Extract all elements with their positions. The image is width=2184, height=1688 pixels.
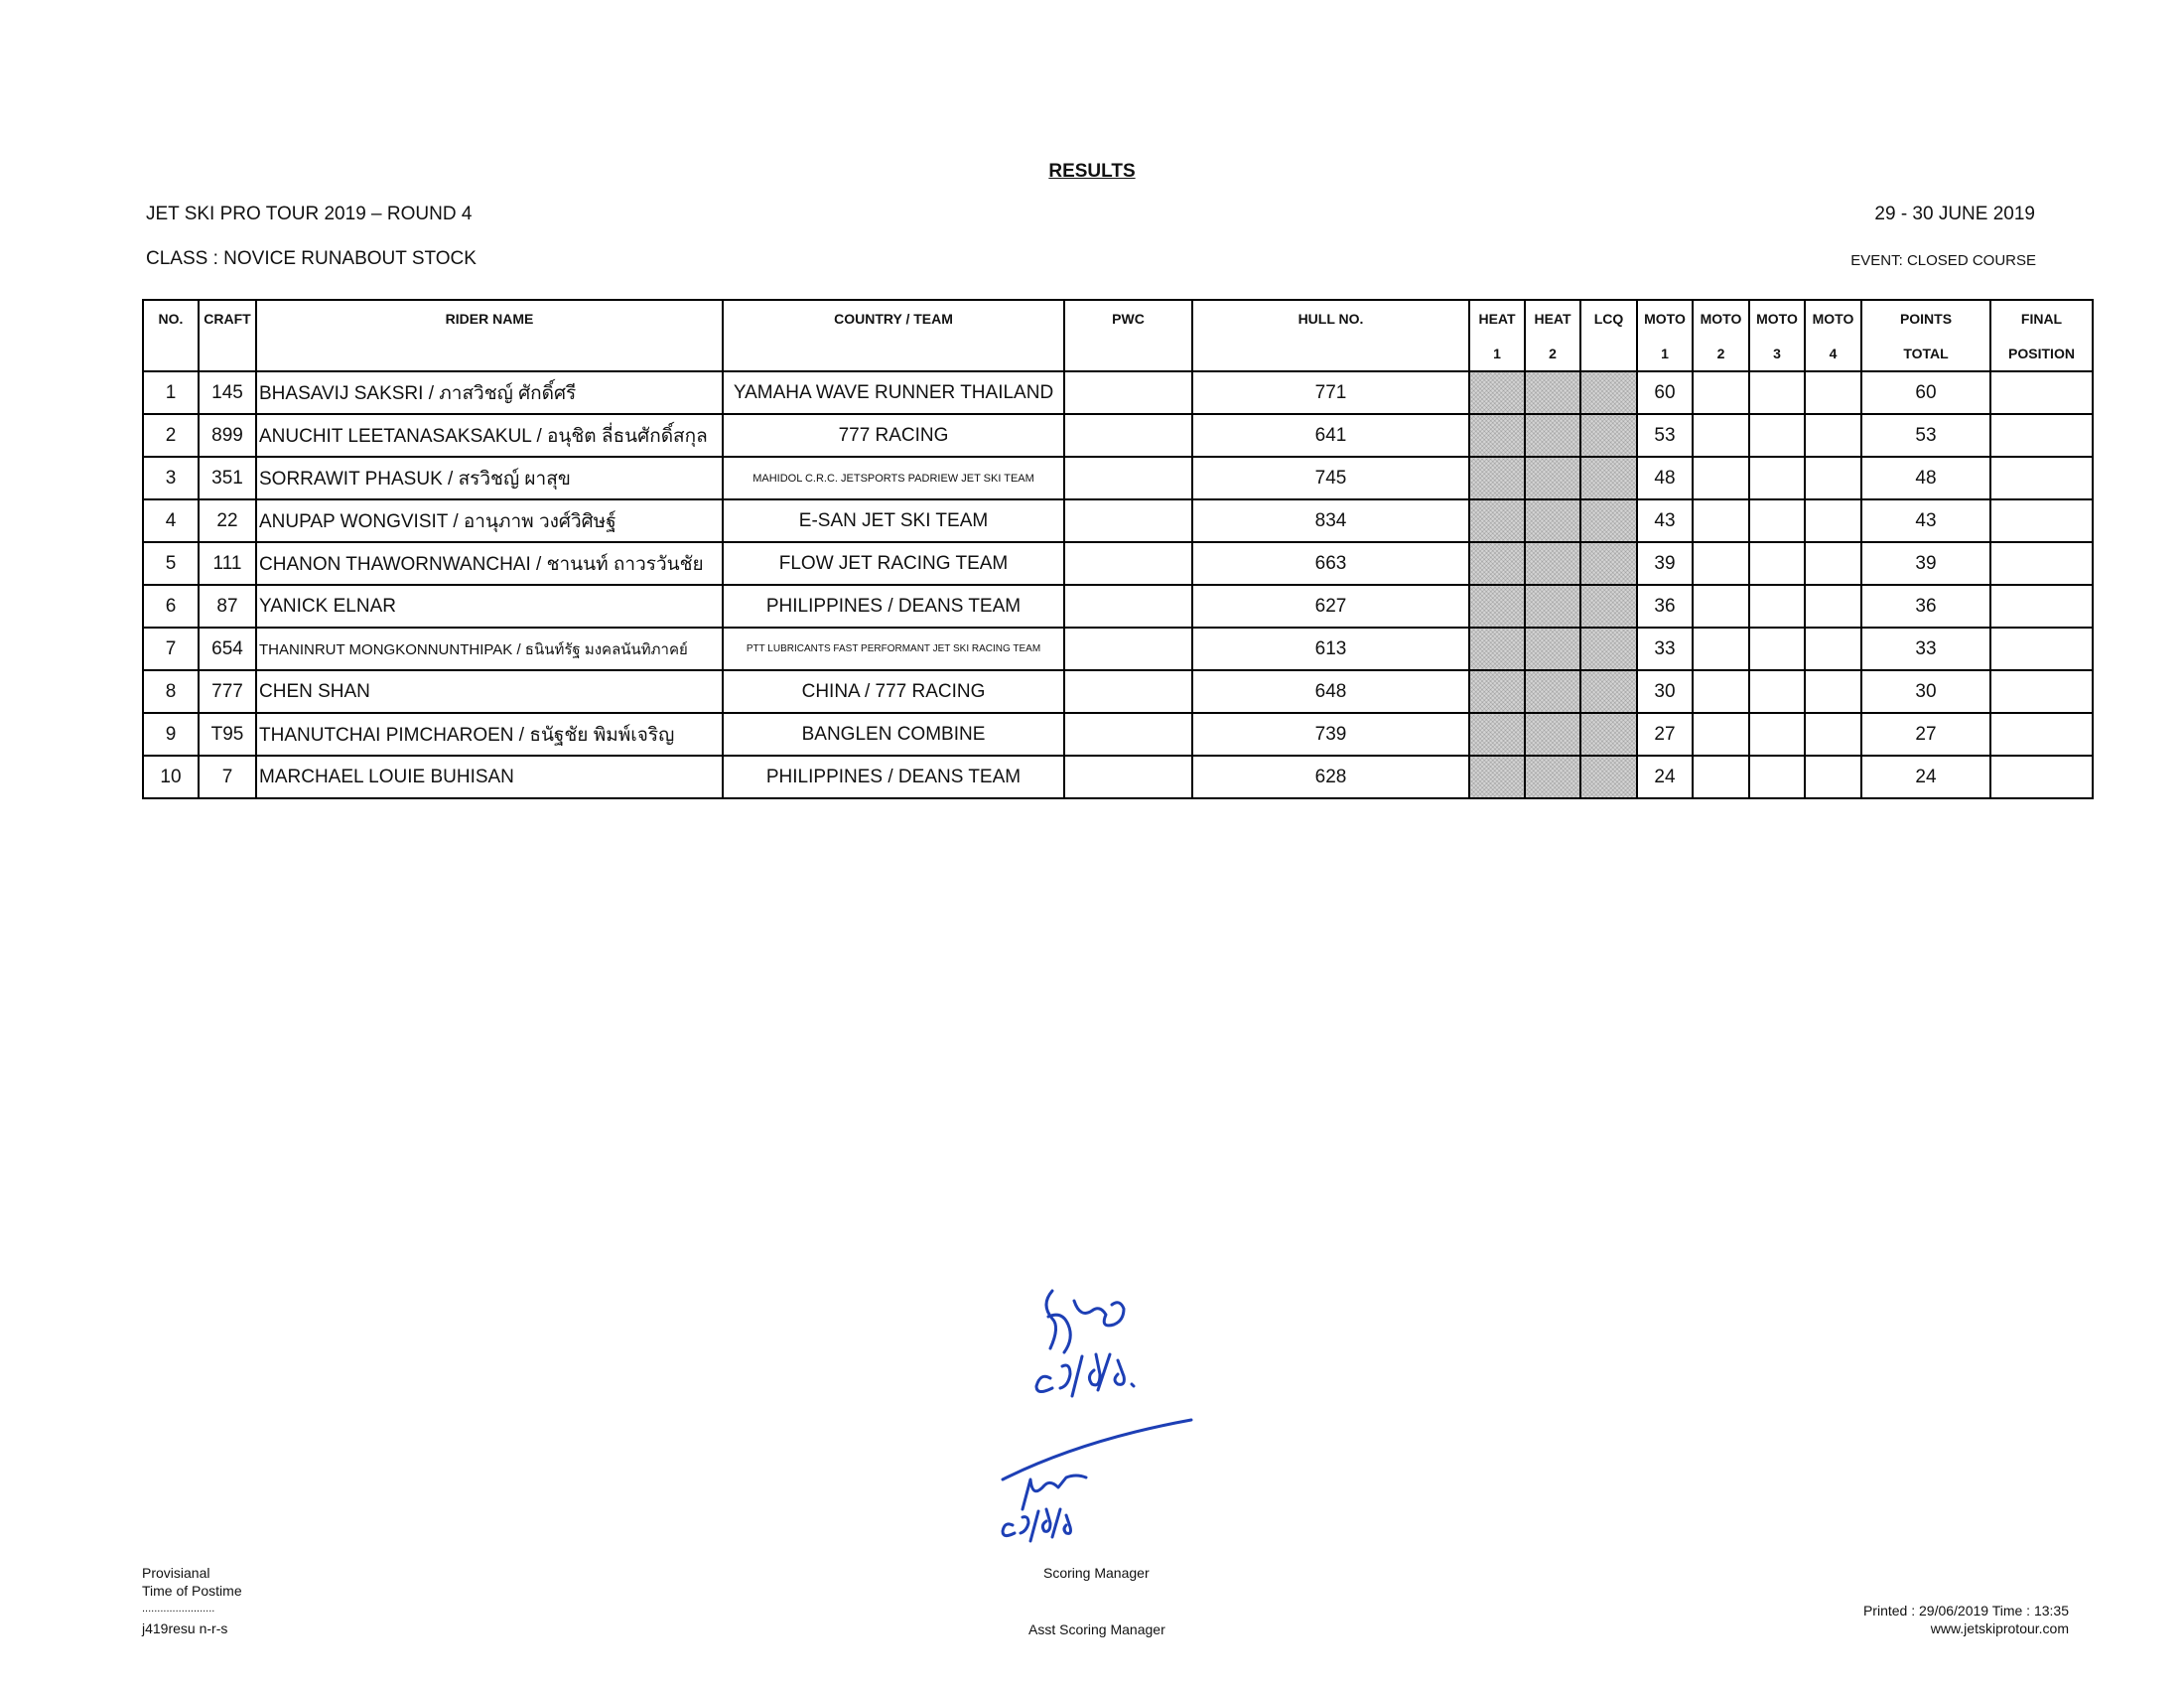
cell-rider: CHANON THAWORNWANCHAI / ชานนท์ ถาวรวันชัย xyxy=(256,542,723,585)
cell-no: 1 xyxy=(143,371,199,414)
cell-heat1 xyxy=(1469,585,1525,628)
cell-moto2 xyxy=(1693,713,1749,756)
col-rider-header: RIDER NAME xyxy=(256,300,723,336)
cell-total: 30 xyxy=(1861,670,1990,713)
cell-final xyxy=(1990,499,2093,542)
cell-total: 60 xyxy=(1861,371,1990,414)
cell-moto2 xyxy=(1693,628,1749,670)
event-name: JET SKI PRO TOUR 2019 – ROUND 4 xyxy=(146,204,473,224)
cell-moto2 xyxy=(1693,542,1749,585)
file-code: j419resu n-r-s xyxy=(142,1620,228,1636)
cell-team: CHINA / 777 RACING xyxy=(723,670,1064,713)
cell-team: E-SAN JET SKI TEAM xyxy=(723,499,1064,542)
col-hull-header: HULL NO. xyxy=(1192,300,1469,336)
moto1-number: 1 xyxy=(1637,336,1693,371)
cell-heat2 xyxy=(1525,585,1580,628)
footer-left xyxy=(142,1564,242,1637)
cell-moto2 xyxy=(1693,670,1749,713)
cell-pwc xyxy=(1064,756,1192,798)
cell-moto4 xyxy=(1805,457,1861,499)
cell-moto3 xyxy=(1749,670,1805,713)
cell-craft: 654 xyxy=(199,628,256,670)
cell-moto1: 33 xyxy=(1637,628,1693,670)
cell-lcq xyxy=(1580,414,1637,457)
cell-moto1: 60 xyxy=(1637,371,1693,414)
col-team-header: COUNTRY / TEAM xyxy=(723,300,1064,336)
cell-hull: 663 xyxy=(1192,542,1469,585)
cell-hull: 627 xyxy=(1192,585,1469,628)
cell-heat2 xyxy=(1525,670,1580,713)
cell-lcq xyxy=(1580,585,1637,628)
cell-final xyxy=(1990,628,2093,670)
col-heat2-header: HEAT xyxy=(1525,300,1580,336)
cell-lcq xyxy=(1580,628,1637,670)
cell-moto1: 30 xyxy=(1637,670,1693,713)
cell-moto4 xyxy=(1805,499,1861,542)
cell-rider: THANUTCHAI PIMCHAROEN / ธนัฐชัย พิมพ์เจริญ xyxy=(256,713,723,756)
cell-team: YAMAHA WAVE RUNNER THAILAND xyxy=(723,371,1064,414)
cell-final xyxy=(1990,585,2093,628)
cell-no: 6 xyxy=(143,585,199,628)
cell-heat1 xyxy=(1469,670,1525,713)
cell-lcq xyxy=(1580,499,1637,542)
col-moto1-header: MOTO xyxy=(1637,300,1693,336)
cell-pwc xyxy=(1064,542,1192,585)
table-row xyxy=(143,414,2093,457)
cell-total: 48 xyxy=(1861,457,1990,499)
cell-pwc xyxy=(1064,371,1192,414)
cell-heat2 xyxy=(1525,371,1580,414)
table-row xyxy=(143,457,2093,499)
cell-moto4 xyxy=(1805,585,1861,628)
cell-final xyxy=(1990,371,2093,414)
cell-final xyxy=(1990,756,2093,798)
cell-lcq xyxy=(1580,756,1637,798)
cell-moto3 xyxy=(1749,371,1805,414)
cell-moto1: 53 xyxy=(1637,414,1693,457)
cell-no: 7 xyxy=(143,628,199,670)
cell-total: 39 xyxy=(1861,542,1990,585)
cell-craft: 899 xyxy=(199,414,256,457)
cell-craft: T95 xyxy=(199,713,256,756)
cell-moto4 xyxy=(1805,713,1861,756)
cell-moto4 xyxy=(1805,628,1861,670)
moto2-number: 2 xyxy=(1693,336,1749,371)
table-row xyxy=(143,756,2093,798)
cell-heat1 xyxy=(1469,499,1525,542)
cell-lcq xyxy=(1580,713,1637,756)
table-row xyxy=(143,585,2093,628)
col-craft-header: CRAFT xyxy=(199,300,256,336)
cell-pwc xyxy=(1064,585,1192,628)
cell-total: 24 xyxy=(1861,756,1990,798)
signature-2-name xyxy=(1023,1476,1086,1509)
cell-moto3 xyxy=(1749,756,1805,798)
moto4-number: 4 xyxy=(1805,336,1861,371)
provisional-label: Provisianal xyxy=(142,1565,210,1581)
postime-dots: ........................ xyxy=(142,1603,215,1615)
results-table xyxy=(142,299,2094,799)
cell-moto2 xyxy=(1693,457,1749,499)
cell-heat2 xyxy=(1525,499,1580,542)
cell-craft: 777 xyxy=(199,670,256,713)
heat1-number: 1 xyxy=(1469,336,1525,371)
cell-no: 10 xyxy=(143,756,199,798)
cell-hull: 648 xyxy=(1192,670,1469,713)
cell-hull: 613 xyxy=(1192,628,1469,670)
cell-moto4 xyxy=(1805,371,1861,414)
cell-rider: SORRAWIT PHASUK / สรวิชญ์ ผาสุข xyxy=(256,457,723,499)
cell-moto1: 27 xyxy=(1637,713,1693,756)
cell-no: 3 xyxy=(143,457,199,499)
cell-no: 4 xyxy=(143,499,199,542)
points-total-header: TOTAL xyxy=(1861,336,1990,371)
cell-heat1 xyxy=(1469,756,1525,798)
cell-pwc xyxy=(1064,414,1192,457)
cell-hull: 641 xyxy=(1192,414,1469,457)
cell-rider: ANUPAP WONGVISIT / อานุภาพ วงศ์วิศิษฐ์ xyxy=(256,499,723,542)
cell-heat1 xyxy=(1469,542,1525,585)
cell-heat1 xyxy=(1469,371,1525,414)
cell-team: FLOW JET RACING TEAM xyxy=(723,542,1064,585)
signature-1-name xyxy=(1046,1291,1124,1352)
cell-hull: 739 xyxy=(1192,713,1469,756)
cell-moto3 xyxy=(1749,628,1805,670)
cell-heat1 xyxy=(1469,628,1525,670)
cell-team: BANGLEN COMBINE xyxy=(723,713,1064,756)
header-row-1 xyxy=(143,300,2093,336)
cell-total: 36 xyxy=(1861,585,1990,628)
cell-heat1 xyxy=(1469,414,1525,457)
moto3-number: 3 xyxy=(1749,336,1805,371)
cell-no: 9 xyxy=(143,713,199,756)
cell-moto3 xyxy=(1749,457,1805,499)
printed-timestamp: Printed : 29/06/2019 Time : 13:35 xyxy=(1862,1603,2069,1618)
col-moto4-header: MOTO xyxy=(1805,300,1861,336)
cell-rider: YANICK ELNAR xyxy=(256,585,723,628)
table-row xyxy=(143,670,2093,713)
cell-moto1: 24 xyxy=(1637,756,1693,798)
cell-craft: 87 xyxy=(199,585,256,628)
cell-pwc xyxy=(1064,713,1192,756)
cell-moto2 xyxy=(1693,371,1749,414)
cell-pwc xyxy=(1064,628,1192,670)
asst-scoring-manager-label: Asst Scoring Manager xyxy=(1028,1621,1165,1637)
time-of-postime-label: Time of Postime xyxy=(142,1583,242,1599)
cell-no: 5 xyxy=(143,542,199,585)
col-pwc-header: PWC xyxy=(1064,300,1192,336)
cell-final xyxy=(1990,670,2093,713)
cell-rider: BHASAVIJ SAKSRI / ภาสวิชญ์ ศักดิ์ศรี xyxy=(256,371,723,414)
cell-moto2 xyxy=(1693,585,1749,628)
cell-team: PTT LUBRICANTS FAST PERFORMANT JET SKI RACING TEAM xyxy=(723,628,1064,670)
cell-heat2 xyxy=(1525,713,1580,756)
event-dates: 29 - 30 JUNE 2019 xyxy=(1874,204,2035,224)
cell-hull: 745 xyxy=(1192,457,1469,499)
cell-moto1: 39 xyxy=(1637,542,1693,585)
col-moto2-header: MOTO xyxy=(1693,300,1749,336)
cell-moto1: 48 xyxy=(1637,457,1693,499)
cell-total: 27 xyxy=(1861,713,1990,756)
table-row xyxy=(143,713,2093,756)
cell-final xyxy=(1990,542,2093,585)
cell-moto3 xyxy=(1749,585,1805,628)
cell-pwc xyxy=(1064,499,1192,542)
cell-total: 53 xyxy=(1861,414,1990,457)
cell-final xyxy=(1990,414,2093,457)
cell-hull: 834 xyxy=(1192,499,1469,542)
cell-heat2 xyxy=(1525,628,1580,670)
cell-heat2 xyxy=(1525,457,1580,499)
header-row-2 xyxy=(143,336,2093,371)
cell-rider: CHEN SHAN xyxy=(256,670,723,713)
col-no-header: NO. xyxy=(143,300,199,336)
cell-no: 2 xyxy=(143,414,199,457)
cell-moto3 xyxy=(1749,542,1805,585)
cell-rider: THANINRUT MONGKONNUNTHIPAK / ธนินท์รัฐ มงคลนันทิภาคย์ xyxy=(256,628,723,670)
cell-moto4 xyxy=(1805,414,1861,457)
col-moto3-header: MOTO xyxy=(1749,300,1805,336)
cell-moto3 xyxy=(1749,414,1805,457)
cell-no: 8 xyxy=(143,670,199,713)
cell-hull: 771 xyxy=(1192,371,1469,414)
cell-moto1: 43 xyxy=(1637,499,1693,542)
cell-lcq xyxy=(1580,542,1637,585)
cell-lcq xyxy=(1580,457,1637,499)
cell-moto3 xyxy=(1749,499,1805,542)
cell-rider: ANUCHIT LEETANASAKSAKUL / อนุชิต ลี่ธนศักดิ์สกุล xyxy=(256,414,723,457)
heat2-number: 2 xyxy=(1525,336,1580,371)
table-row xyxy=(143,542,2093,585)
cell-heat2 xyxy=(1525,756,1580,798)
cell-total: 43 xyxy=(1861,499,1990,542)
class-name: CLASS : NOVICE RUNABOUT STOCK xyxy=(146,248,477,269)
scoring-manager-label: Scoring Manager xyxy=(1043,1565,1150,1581)
cell-final xyxy=(1990,457,2093,499)
cell-lcq xyxy=(1580,670,1637,713)
table-row xyxy=(143,499,2093,542)
cell-moto4 xyxy=(1805,670,1861,713)
cell-heat2 xyxy=(1525,542,1580,585)
table-row xyxy=(143,371,2093,414)
cell-moto4 xyxy=(1805,756,1861,798)
cell-total: 33 xyxy=(1861,628,1990,670)
col-points-header: POINTS xyxy=(1861,300,1990,336)
col-lcq-header: LCQ xyxy=(1580,300,1637,336)
website: www.jetskiprotour.com xyxy=(1930,1620,2069,1636)
event-type: EVENT: CLOSED COURSE xyxy=(1850,252,2036,269)
cell-pwc xyxy=(1064,670,1192,713)
cell-heat1 xyxy=(1469,457,1525,499)
cell-craft: 7 xyxy=(199,756,256,798)
cell-team: PHILIPPINES / DEANS TEAM xyxy=(723,585,1064,628)
cell-moto2 xyxy=(1693,756,1749,798)
cell-craft: 111 xyxy=(199,542,256,585)
cell-hull: 628 xyxy=(1192,756,1469,798)
signature-2-date xyxy=(1003,1509,1071,1541)
cell-moto3 xyxy=(1749,713,1805,756)
final-position-header: POSITION xyxy=(1990,336,2093,371)
cell-rider: MARCHAEL LOUIE BUHISAN xyxy=(256,756,723,798)
cell-team: PHILIPPINES / DEANS TEAM xyxy=(723,756,1064,798)
cell-team: MAHIDOL C.R.C. JETSPORTS PADRIEW JET SKI TEAM xyxy=(723,457,1064,499)
cell-lcq xyxy=(1580,371,1637,414)
cell-craft: 22 xyxy=(199,499,256,542)
cell-team: 777 RACING xyxy=(723,414,1064,457)
signature-1-date xyxy=(1036,1354,1134,1396)
cell-moto1: 36 xyxy=(1637,585,1693,628)
table-row xyxy=(143,628,2093,670)
handwritten-signatures xyxy=(983,1271,1241,1569)
cell-craft: 145 xyxy=(199,371,256,414)
signature-2-stroke xyxy=(1003,1420,1191,1479)
cell-moto2 xyxy=(1693,414,1749,457)
cell-heat1 xyxy=(1469,713,1525,756)
page-title: RESULTS xyxy=(1048,161,1136,182)
cell-moto4 xyxy=(1805,542,1861,585)
col-final-header: FINAL xyxy=(1990,300,2093,336)
cell-pwc xyxy=(1064,457,1192,499)
cell-moto2 xyxy=(1693,499,1749,542)
col-heat1-header: HEAT xyxy=(1469,300,1525,336)
cell-heat2 xyxy=(1525,414,1580,457)
cell-final xyxy=(1990,713,2093,756)
footer-right xyxy=(1863,1602,2069,1637)
cell-craft: 351 xyxy=(199,457,256,499)
